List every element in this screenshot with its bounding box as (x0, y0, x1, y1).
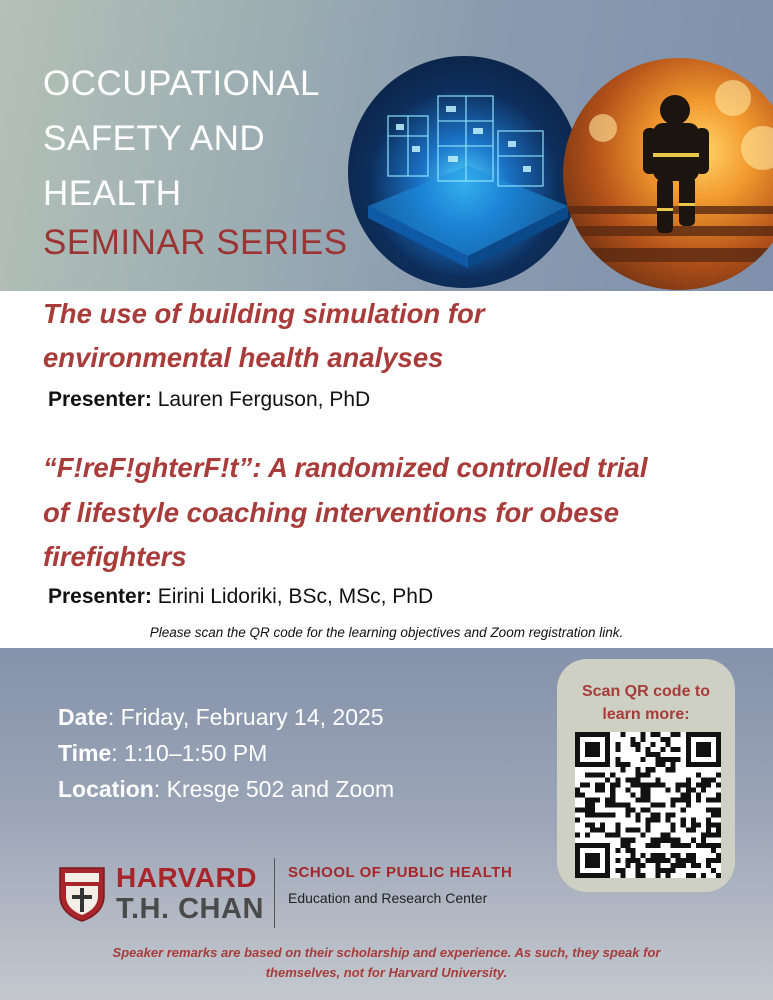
center-name: Education and Research Center (288, 890, 488, 906)
title-line-2: SAFETY AND (43, 119, 266, 158)
location-line (58, 776, 394, 803)
logo-divider (274, 858, 275, 928)
presenter-label: Presenter: (48, 388, 152, 411)
harvard-shield-icon (58, 866, 106, 922)
harvard-wordmark: HARVARD (116, 862, 257, 893)
title-line-3: HEALTH (43, 174, 182, 213)
building-simulation-image (348, 56, 580, 288)
time-value: : 1:10–1:50 PM (111, 740, 268, 766)
presenter-name: Eirini Lidoriki, BSc, MSc, PhD (151, 585, 434, 608)
date-line (58, 704, 384, 731)
presenter-label: Presenter: (48, 585, 152, 608)
talk-2-presenter (48, 585, 433, 609)
registration-note: Please scan the QR code for the learning objectives and Zoom registration link. (149, 625, 624, 640)
talk-2-title-line-2: of lifestyle coaching interventions for obese (43, 497, 620, 528)
qr-caption-line-1: Scan QR code to (581, 683, 711, 700)
series-label: SEMINAR SERIES (43, 223, 348, 262)
qr-card (557, 659, 735, 892)
disclaimer-line-2: themselves, not for Harvard University. (265, 965, 508, 980)
talk-1-title-line-1: The use of building simulation for (43, 298, 485, 329)
talk-1-presenter (48, 388, 370, 412)
title-line-1: OCCUPATIONAL (43, 64, 320, 103)
location-label: Location (58, 776, 154, 802)
time-line (58, 740, 267, 767)
time-label: Time (58, 740, 112, 766)
talk-2-title-line-1: “F!reF!ghterF!t”: A randomized controlled trial (43, 452, 648, 483)
qr-caption-line-2: learn more: (602, 706, 690, 723)
school-name: SCHOOL OF PUBLIC HEALTH (288, 864, 513, 881)
location-value: : Kresge 502 and Zoom (153, 776, 395, 802)
talk-2-title-line-3: firefighters (43, 541, 187, 572)
qr-code-icon[interactable] (575, 732, 721, 878)
disclaimer-line-1: Speaker remarks are based on their scholarship and experience. As such, they speak for (112, 945, 661, 960)
firefighter-image (563, 58, 773, 290)
qr-caption (557, 680, 735, 726)
th-chan-wordmark: T.H. CHAN (116, 893, 264, 925)
date-label: Date (58, 704, 108, 730)
talk-1-title-line-2: environmental health analyses (43, 342, 444, 373)
presenter-name: Lauren Ferguson, PhD (151, 388, 371, 411)
disclaimer (40, 943, 733, 983)
date-value: : Friday, February 14, 2025 (107, 704, 384, 730)
header-band (0, 0, 773, 291)
